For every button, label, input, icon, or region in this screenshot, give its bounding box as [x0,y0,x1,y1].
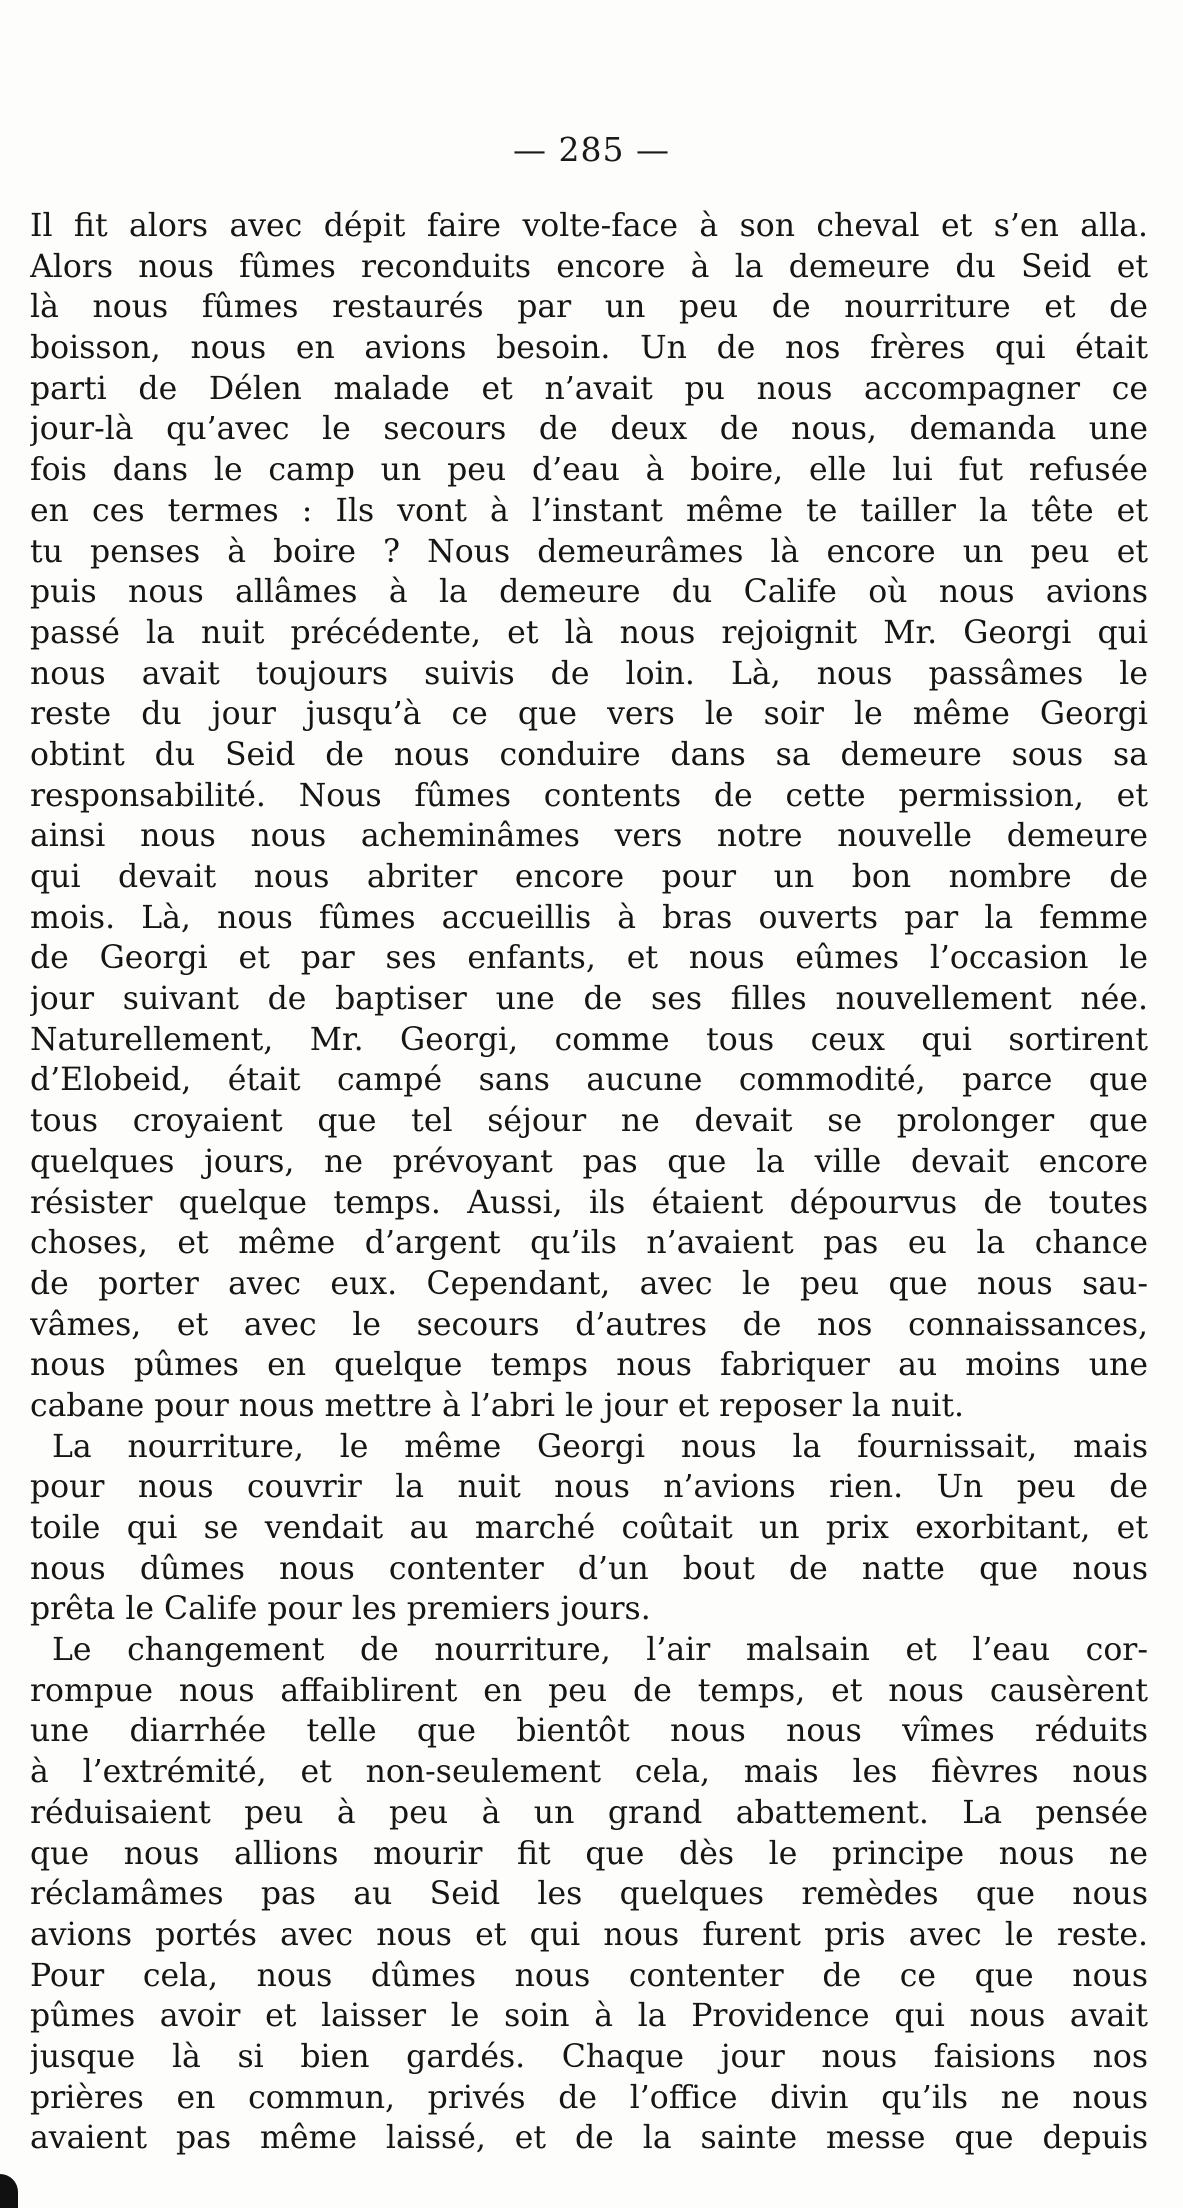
text-line: avaient pas même laissé, et de la sainte messe que depuis [30,2120,1148,2157]
text-line: qui devait nous abriter encore pour un bon nombre de [30,859,1148,895]
text-line: prêta le Calife pour les premiers jours. [30,1591,651,1628]
text-line: tu penses à boire ? Nous demeurâmes là encore un peu et [30,533,1148,570]
text-line: réduisaient peu à peu à un grand abattement. La pensée [30,1794,1148,1831]
text-line: d’Elobeid, était campé sans aucune commodité, parce que [30,1062,1148,1099]
text-line: Le changement de nourriture, l’air malsain et l’eau cor- [52,1632,1148,1669]
text-line: nous dûmes nous contenter d’un bout de natte que nous [30,1550,1148,1587]
text-line: réclamâmes pas au Seid les quelques remèdes que nous [30,1876,1148,1913]
text-line: Alors nous fûmes reconduits encore à la demeure du Seid et [30,248,1148,285]
text-line: pour nous couvrir la nuit nous n’avions rien. Un peu de [30,1469,1148,1506]
text-line: jour-là qu’avec le secours de deux de nous, demanda une [30,411,1148,448]
text-line: prières en commun, privés de l’office divin qu’ils ne nous [30,2079,1148,2116]
text-line: de Georgi et par ses enfants, et nous eûmes l’occasion le [30,940,1148,977]
text-line: une diarrhée telle que bientôt nous nous vîmes réduits [30,1713,1148,1750]
text-line: que nous allions mourir fit que dès le principe nous ne [30,1835,1148,1872]
text-line: Naturellement, Mr. Georgi, comme tous ceux qui sortirent [30,1021,1148,1058]
text-line: là nous fûmes restaurés par un peu de nourriture et de [30,289,1148,326]
body-text [30,206,1148,2159]
text-line: puis nous allâmes à la demeure du Calife où nous avions [30,574,1148,611]
text-line: vâmes, et avec le secours d’autres de nos connaissances, [30,1306,1148,1343]
text-line: rompue nous affaiblirent en peu de temps, et nous causèrent [30,1672,1148,1709]
text-line: boisson, nous en avions besoin. Un de nos frères qui était [30,330,1148,367]
text-line: pûmes avoir et laisser le soin à la Providence qui nous avait [30,1998,1148,2035]
text-line: quelques jours, ne prévoyant pas que la ville devait encore [30,1143,1148,1180]
text-line: cabane pour nous mettre à l’abri le jour et reposer la nuit. [30,1387,965,1424]
text-line: Pour cela, nous dûmes nous contenter de ce que nous [30,1957,1148,1994]
text-line: de porter avec eux. Cependant, avec le peu que nous sau- [30,1265,1148,1302]
text-line: tous croyaient que tel séjour ne devait se prolonger que [30,1103,1148,1140]
text-line: ainsi nous nous acheminâmes vers notre nouvelle demeure [30,818,1148,855]
text-line: responsabilité. Nous fûmes contents de cette permission, et [30,777,1148,814]
text-line: toile qui se vendait au marché coûtait un prix exorbitant, et [30,1510,1148,1546]
text-line: La nourriture, le même Georgi nous la fournissait, mais [52,1428,1148,1465]
text-line: jour suivant de baptiser une de ses filles nouvellement née. [30,981,1148,1018]
page-number: — 285 — [513,130,670,169]
text-line: à l’extrémité, et non-seulement cela, mais les fièvres nous [30,1754,1148,1791]
text-line: résister quelque temps. Aussi, ils étaient dépourvus de toutes [30,1184,1148,1221]
text-line: choses, et même d’argent qu’ils n’avaient pas eu la chance [30,1225,1148,1262]
text-line: mois. Là, nous fûmes accueillis à bras ouverts par la femme [30,899,1148,936]
text-line: reste du jour jusqu’à ce que vers le soir le même Georgi [30,696,1148,733]
text-line: avions portés avec nous et qui nous furent pris avec le reste. [30,1916,1148,1953]
scan-edge-shadow [0,2174,18,2208]
text-line: jusque là si bien gardés. Chaque jour nous faisions nos [30,2038,1148,2075]
text-line: nous pûmes en quelque temps nous fabriquer au moins une [30,1347,1148,1384]
text-line: obtint du Seid de nous conduire dans sa demeure sous sa [30,736,1148,773]
text-line: passé la nuit précédente, et là nous rejoignit Mr. Georgi qui [30,614,1148,651]
text-line: en ces termes : Ils vont à l’instant même te tailler la tête et [30,492,1148,529]
text-line: nous avait toujours suivis de loin. Là, nous passâmes le [30,655,1148,692]
text-line: fois dans le camp un peu d’eau à boire, elle lui fut refusée [30,452,1148,489]
text-line: Il fit alors avec dépit faire volte-face à son cheval et s’en alla. [30,208,1148,244]
text-line: parti de Délen malade et n’avait pu nous accompagner ce [30,370,1148,407]
